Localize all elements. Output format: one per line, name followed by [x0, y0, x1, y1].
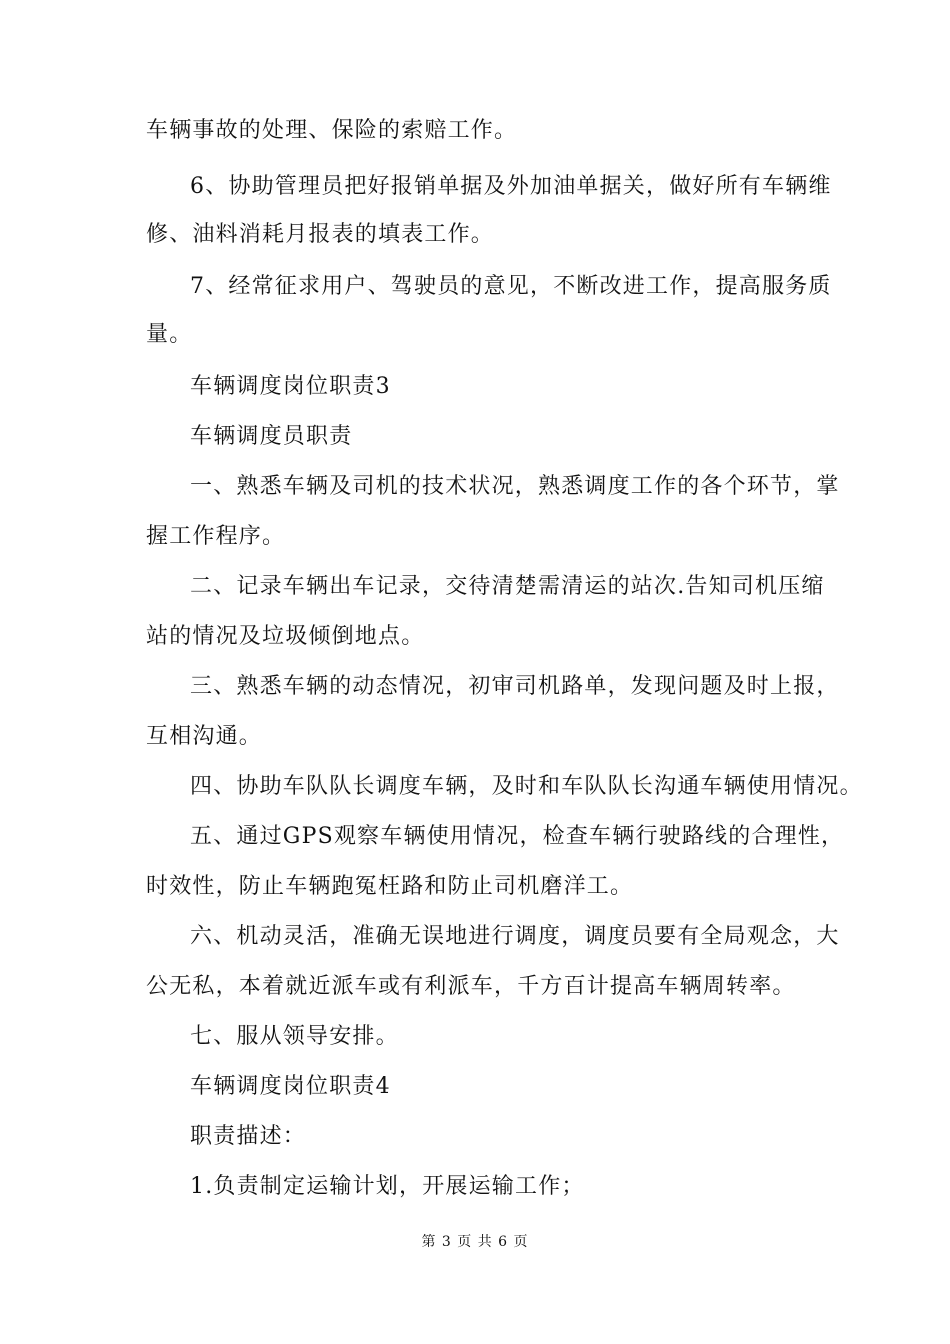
- text-line: 7、经常征求用户、驾驶员的意见，不断改进工作，提高服务质: [190, 274, 832, 299]
- text-line: 站的情况及垃圾倾倒地点。: [146, 624, 425, 649]
- text-line: 三、熟悉车辆的动态情况，初审司机路单，发现问题及时上报，: [190, 674, 840, 699]
- text-line: 互相沟通。: [146, 724, 263, 749]
- text-line: 五、通过GPS观察车辆使用情况，检查车辆行驶路线的合理性，: [190, 824, 845, 849]
- text-line: 1.负责制定运输计划，开展运输工作；: [190, 1174, 585, 1199]
- page-number-footer: 第 3 页 共 6 页: [421, 1234, 529, 1250]
- text-line: 量。: [146, 322, 193, 347]
- section-heading: 车辆调度岗位职责3: [190, 374, 391, 399]
- text-line: 修、油料消耗月报表的填表工作。: [146, 222, 495, 247]
- section-heading: 车辆调度岗位职责4: [190, 1074, 391, 1099]
- text-line: 职责描述：: [190, 1124, 307, 1149]
- text-line: 时效性，防止车辆跑冤枉路和防止司机磨洋工。: [146, 874, 634, 899]
- text-line: 七、服从领导安排。: [190, 1024, 399, 1049]
- text-line: 四、协助车队队长调度车辆，及时和车队队长沟通车辆使用情况。: [190, 774, 863, 799]
- subsection-heading: 车辆调度员职责: [190, 424, 353, 449]
- text-line: 6、协助管理员把好报销单据及外加油单据关，做好所有车辆维: [190, 174, 832, 199]
- text-line: 二、记录车辆出车记录，交待清楚需清运的站次.告知司机压缩: [190, 574, 825, 599]
- text-line: 车辆事故的处理、保险的索赔工作。: [146, 118, 518, 143]
- text-line: 握工作程序。: [146, 524, 286, 549]
- text-line: 公无私，本着就近派车或有利派车，千方百计提高车辆周转率。: [146, 974, 796, 999]
- text-line: 六、机动灵活，准确无误地进行调度，调度员要有全局观念，大: [190, 924, 840, 949]
- text-line: 一、熟悉车辆及司机的技术状况，熟悉调度工作的各个环节，掌: [190, 474, 840, 499]
